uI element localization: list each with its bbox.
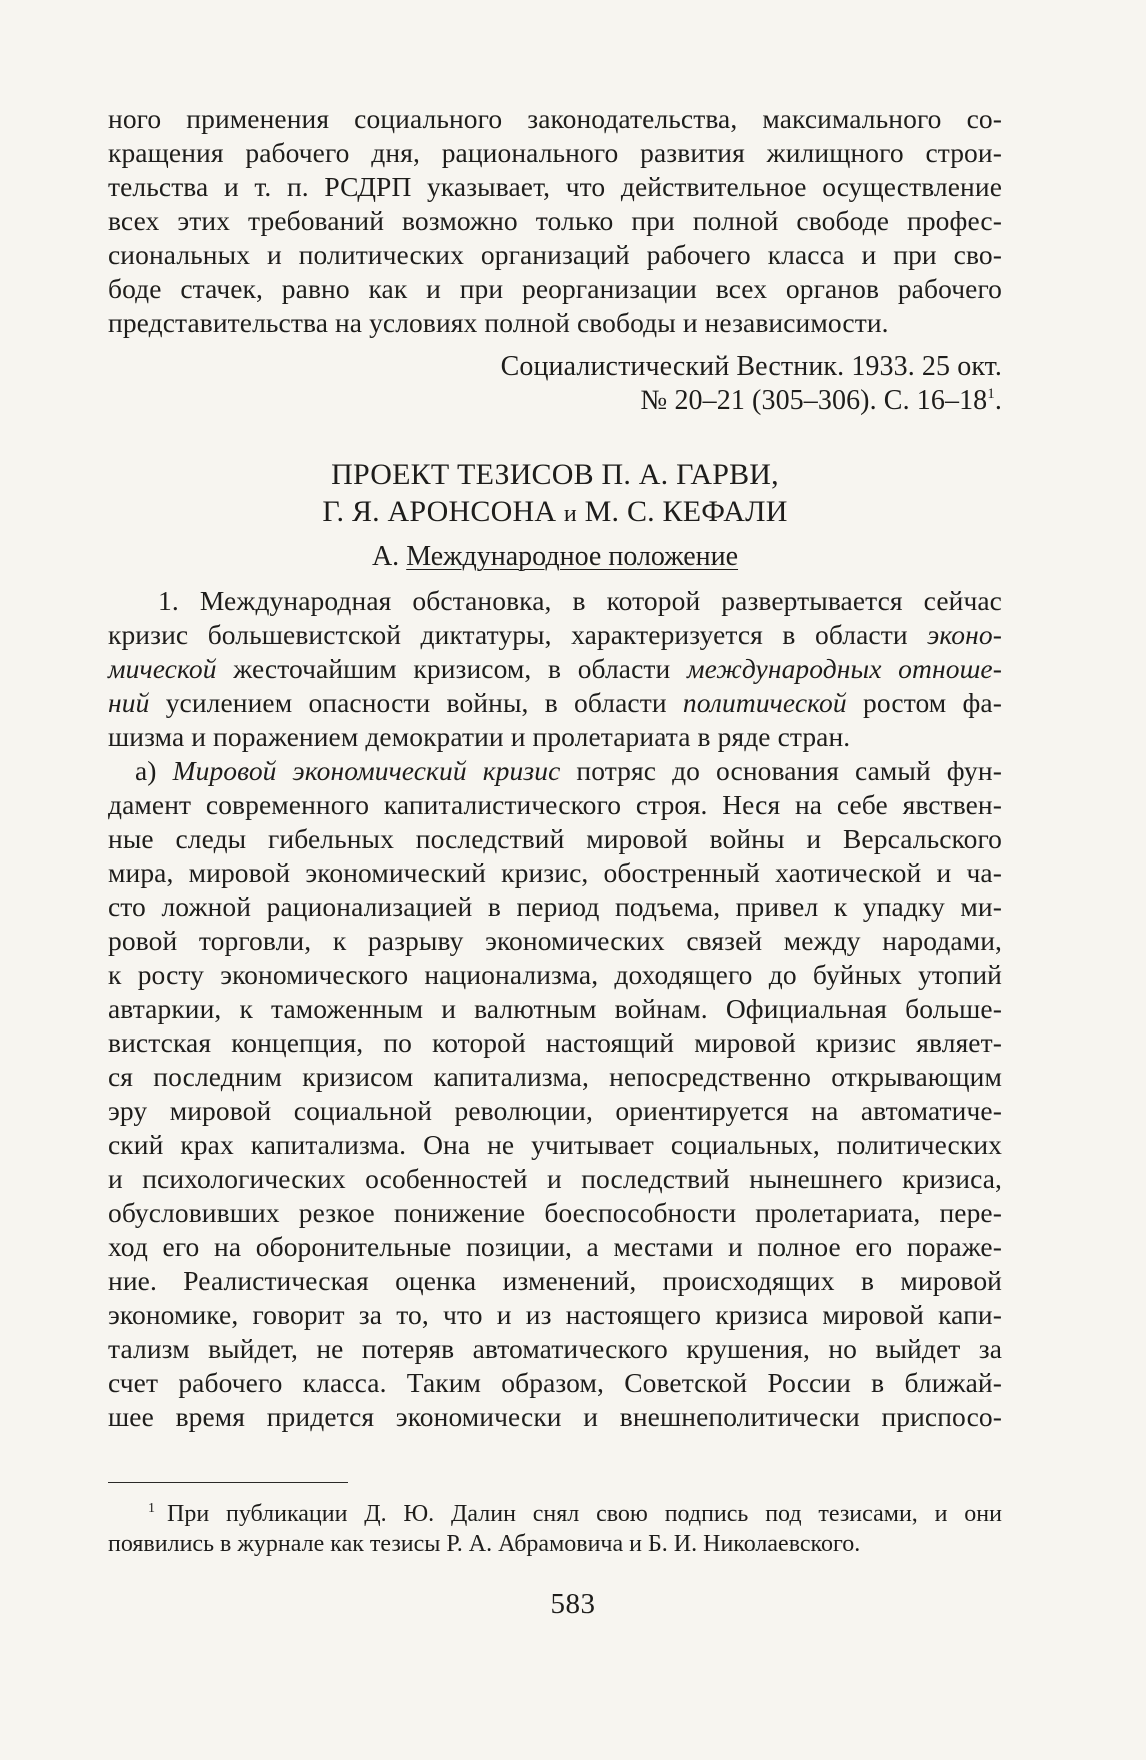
- text-line: представительства на условиях полной свободы и независимости.: [108, 307, 889, 338]
- citation-line: [108, 384, 1002, 418]
- section-heading: [108, 456, 1002, 530]
- citation-line: Социалистический Вестник. 1933. 25 окт.: [500, 351, 1002, 382]
- italic-run: ний: [108, 687, 150, 718]
- heading-name: Г. Я. АРОНСОНА: [322, 495, 557, 528]
- text-line: 1. Международная обстановка, в которой развертывается сейчас: [158, 585, 1002, 616]
- text-run: потряс до основания самый фун-: [576, 755, 1002, 786]
- footnote: [108, 1499, 1002, 1559]
- text-line: шее время придется экономически и внешнеполитически приспосо-: [108, 1401, 1002, 1432]
- heading-name: М. С. КЕФАЛИ: [584, 495, 788, 528]
- page-number: 583: [550, 1588, 596, 1620]
- heading-line: ПРОЕКТ ТЕЗИСОВ П. А. ГАРВИ,: [331, 458, 779, 491]
- paragraph-2: [108, 754, 1002, 1434]
- italic-run: политической: [682, 687, 847, 718]
- text-line: ровой торговли, к разрыву экономических связей между народами,: [108, 925, 1002, 956]
- subsection-title: [108, 540, 1002, 574]
- text-line: кращения рабочего дня, рационального развития жилищного строи-: [108, 137, 1002, 168]
- text-run: а): [135, 755, 157, 786]
- text-line: тализм выйдет, не потеряв автоматического крушения, но выйдет за: [108, 1333, 1002, 1364]
- heading-line: [108, 493, 1002, 530]
- text-line: ного применения социального законодательства, максимального со-: [108, 103, 1002, 134]
- text-line: счет рабочего класса. Таким образом, Советской России в ближай-: [108, 1367, 1002, 1398]
- text-line: ский крах капитализма. Она не учитывает социальных, политических: [108, 1129, 1002, 1160]
- text-line: ные следы гибельных последствий мировой войны и Версальского: [108, 823, 1002, 854]
- text-line: [108, 652, 1002, 686]
- italic-run: международных отноше-: [686, 653, 1002, 684]
- text-line: [108, 754, 1002, 788]
- citation-text: № 20–21 (305–306). С. 16–18: [640, 385, 988, 416]
- text-line: обусловивших резкое понижение боеспособности пролетариата, пере-: [108, 1197, 1002, 1228]
- text-run: ростом фа-: [863, 687, 1002, 718]
- text-line: автаркии, к таможенным и валютным войнам. Официальная больше-: [108, 993, 1002, 1024]
- footnote-ref[interactable]: 1: [987, 386, 995, 402]
- italic-run: мической: [108, 653, 217, 684]
- text-line: к росту экономического национализма, доходящего до буйных утопий: [108, 959, 1002, 990]
- text-line: вистская концепция, по которой настоящий мировой кризис являет-: [108, 1027, 1002, 1058]
- subsection-label: Международное положение: [406, 541, 739, 572]
- text-line: боде стачек, равно как и при реорганизации всех органов рабочего: [108, 273, 1002, 304]
- footnote-line: [108, 1499, 1002, 1529]
- text-line: экономике, говорит за то, что и из настоящего кризиса мировой капи-: [108, 1299, 1002, 1330]
- intro-paragraph: [108, 102, 1002, 340]
- text-line: мира, мировой экономический кризис, обостренный хаотической и ча-: [108, 857, 1002, 888]
- footnote-marker: 1: [148, 1501, 155, 1516]
- source-citation: [108, 350, 1002, 418]
- text-line: ход его на оборонительные позиции, а местами и полное его пораже-: [108, 1231, 1002, 1262]
- text-line: сто ложной рационализацией в период подъема, привел к упадку ми-: [108, 891, 1002, 922]
- subsection-prefix: А.: [371, 541, 400, 572]
- page-content: [108, 102, 1002, 1559]
- text-line: ся последним кризисом капитализма, непосредственно открывающим: [108, 1061, 1002, 1092]
- text-line: ние. Реалистическая оценка изменений, происходящих в мировой: [108, 1265, 1002, 1296]
- text-line: и психологических особенностей и последствий нынешнего кризиса,: [108, 1163, 1002, 1194]
- text-line: эру мировой социальной революции, ориентируется на автоматиче-: [108, 1095, 1002, 1126]
- text-line: дамент современного капиталистического строя. Неся на себе явствен-: [108, 789, 1002, 820]
- footnote-text: При публикации Д. Ю. Далин снял свою подпись под тезисами, и они: [167, 1501, 1002, 1527]
- italic-run: Мировой экономический кризис: [172, 755, 561, 786]
- text-line: сиональных и политических организаций рабочего класса и при сво-: [108, 239, 1002, 270]
- text-line: [108, 686, 1002, 720]
- text-run: усилением опасности войны, в области: [165, 687, 667, 718]
- footnote-divider: [108, 1482, 348, 1483]
- citation-period: .: [994, 385, 1002, 416]
- heading-conjunction: и: [563, 501, 577, 527]
- text-line: всех этих требований возможно только при полной свободе профес-: [108, 205, 1002, 236]
- italic-run: эконо-: [927, 619, 1002, 650]
- text-run: кризис большевистской диктатуры, характеризуется в области: [108, 619, 908, 650]
- text-run: жесточайшим кризисом, в области: [233, 653, 671, 684]
- paragraph-1: [108, 584, 1002, 754]
- text-line: [108, 618, 1002, 652]
- text-line: шизма и поражением демократии и пролетариата в ряде стран.: [108, 721, 851, 752]
- text-line: тельства и т. п. РСДРП указывает, что действительное осуществление: [108, 171, 1002, 202]
- footnote-line: появились в журнале как тезисы Р. А. Абрамовича и Б. И. Николаевского.: [108, 1531, 861, 1557]
